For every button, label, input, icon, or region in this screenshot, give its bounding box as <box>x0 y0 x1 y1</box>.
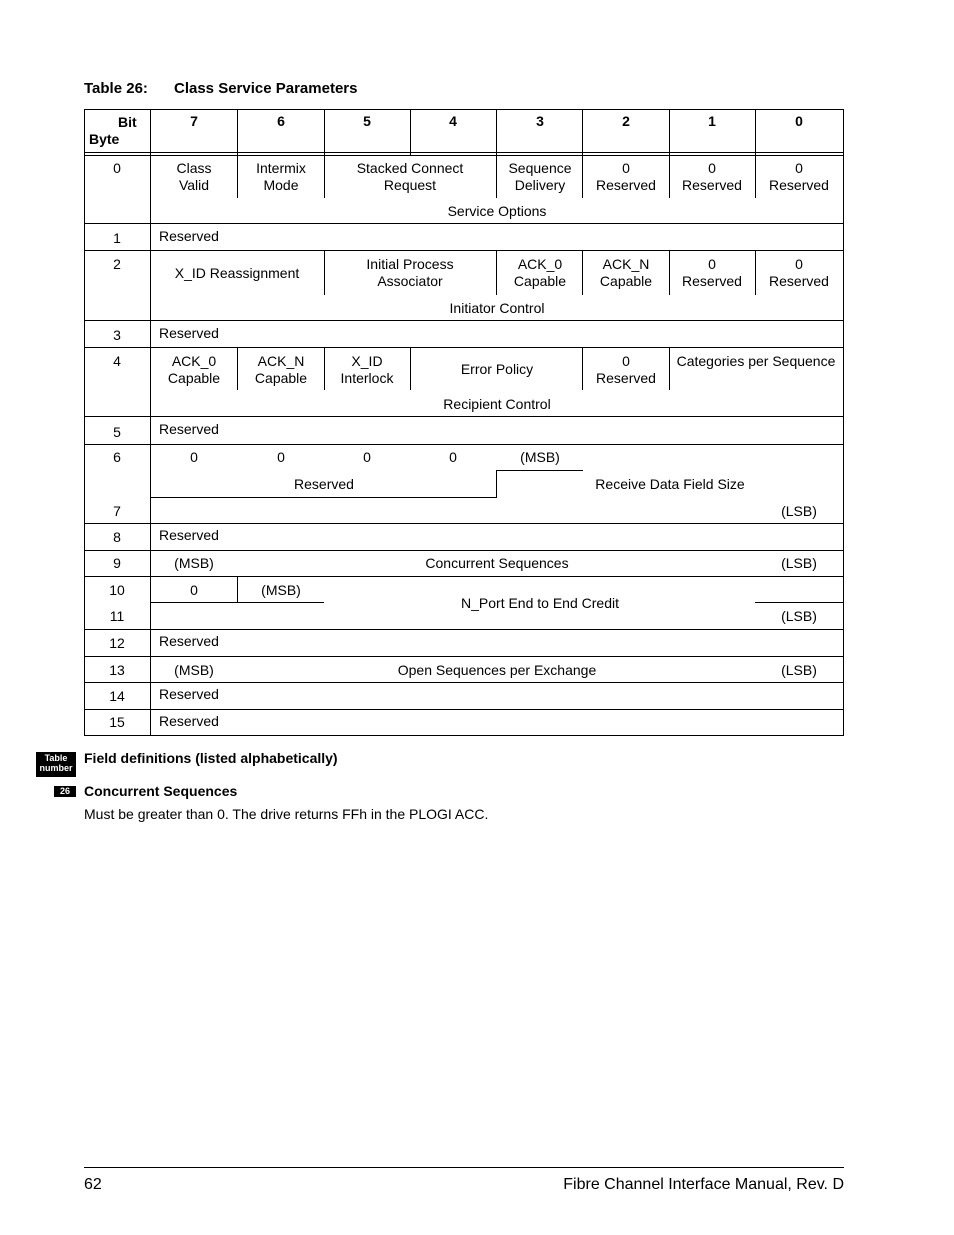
end-to-end-credit-msb: (MSB) <box>261 582 301 598</box>
header-bit-3: 3 <box>536 113 544 129</box>
table-title: Class Service Parameters <box>174 80 358 97</box>
open-sequences-per-exchange: Open Sequences per Exchange <box>397 662 597 678</box>
manual-title: Fibre Channel Interface Manual, Rev. D <box>563 1176 844 1193</box>
categories-per-sequence: Categories per Sequence <box>676 353 836 369</box>
byte0-reserved-bit0: 0 Reserved <box>769 160 829 193</box>
byte-10: 10 <box>109 582 125 598</box>
open-sequences-msb: (MSB) <box>174 662 214 678</box>
byte-8: 8 <box>113 529 121 545</box>
concurrent-sequences-lsb: (LSB) <box>781 555 817 571</box>
initiator-control-label: Initiator Control <box>449 300 545 316</box>
intermix-mode: Intermix Mode <box>256 160 306 193</box>
stacked-connect-request: Stacked Connect Request <box>356 160 464 193</box>
rdfs-msb: (MSB) <box>520 449 560 465</box>
class-valid: Class Valid <box>176 160 212 193</box>
byte14-reserved: Reserved <box>159 686 219 702</box>
header-bit-6: 6 <box>277 113 285 129</box>
table-caption <box>84 80 357 97</box>
sequence-delivery: Sequence Delivery <box>508 160 572 193</box>
header-bit-2: 2 <box>622 113 630 129</box>
byte6-zero-bit5: 0 <box>363 449 371 465</box>
concurrent-sequences: Concurrent Sequences <box>425 555 569 571</box>
byte-13: 13 <box>109 662 125 678</box>
initial-process-associator: Initial Process Associator <box>366 256 454 289</box>
concurrent-sequences-msb: (MSB) <box>174 555 214 571</box>
header-bit-5: 5 <box>363 113 371 129</box>
byte-6: 6 <box>113 449 121 465</box>
byte-9: 9 <box>113 555 121 571</box>
byte2-ackn-capable: ACK_N Capable <box>599 256 653 289</box>
table-26-tab[interactable]: 26 <box>54 786 76 797</box>
byte6-zero-bit6: 0 <box>277 449 285 465</box>
footer-rule <box>84 1167 844 1168</box>
byte8-reserved: Reserved <box>159 527 219 543</box>
byte10-zero-bit7: 0 <box>190 582 198 598</box>
byte-1: 1 <box>113 230 121 246</box>
concurrent-sequences-heading: Concurrent Sequences <box>84 783 238 799</box>
byte-2: 2 <box>113 256 121 272</box>
byte5-reserved: Reserved <box>159 421 219 437</box>
byte12-reserved: Reserved <box>159 633 219 649</box>
open-sequences-lsb: (LSB) <box>781 662 817 678</box>
byte6-zero-bit4: 0 <box>449 449 457 465</box>
byte-5: 5 <box>113 424 121 440</box>
byte2-reserved-bit0: 0 Reserved <box>769 256 829 289</box>
header-bit-4: 4 <box>449 113 457 129</box>
byte-7: 7 <box>113 503 121 519</box>
x-id-interlock: X_ID Interlock <box>340 353 394 386</box>
x-id-reassignment: X_ID Reassignment <box>174 265 300 281</box>
header-bit: Bit <box>118 114 137 130</box>
byte-11: 11 <box>109 608 125 624</box>
header-byte: Byte <box>89 131 120 147</box>
byte6-zero-bit7: 0 <box>190 449 198 465</box>
error-policy: Error Policy <box>460 361 534 377</box>
byte-4: 4 <box>113 353 121 369</box>
byte-0: 0 <box>113 160 121 176</box>
byte4-ack0-capable: ACK_0 Capable <box>167 353 221 386</box>
byte-14: 14 <box>109 688 125 704</box>
header-bit-1: 1 <box>708 113 716 129</box>
table-number: Table 26: <box>84 80 148 97</box>
header-bit-7: 7 <box>190 113 198 129</box>
header-bit-0: 0 <box>795 113 803 129</box>
byte0-reserved-bit1: 0 Reserved <box>682 160 742 193</box>
byte-3: 3 <box>113 327 121 343</box>
byte15-reserved: Reserved <box>159 713 219 729</box>
n-port-end-to-end-credit: N_Port End to End Credit <box>461 595 619 611</box>
concurrent-sequences-description: Must be greater than 0. The drive returns FFh in the PLOGI ACC. <box>84 806 489 822</box>
byte1-reserved: Reserved <box>159 228 219 244</box>
recipient-control-label: Recipient Control <box>443 396 551 412</box>
field-definitions-heading: Field definitions (listed alphabetically) <box>84 750 338 766</box>
table-number-tab[interactable]: Table number <box>36 752 76 777</box>
service-options-label: Service Options <box>447 203 547 219</box>
byte-15: 15 <box>109 714 125 730</box>
page-number: 62 <box>84 1176 102 1193</box>
byte6-reserved: Reserved <box>294 476 354 492</box>
byte2-reserved-bit1: 0 Reserved <box>682 256 742 289</box>
byte4-ackn-capable: ACK_N Capable <box>254 353 308 386</box>
byte-12: 12 <box>109 635 125 651</box>
byte0-reserved-bit2: 0 Reserved <box>596 160 656 193</box>
receive-data-field-size: Receive Data Field Size <box>595 476 745 492</box>
byte3-reserved: Reserved <box>159 325 219 341</box>
end-to-end-credit-lsb: (LSB) <box>781 608 817 624</box>
byte2-ack0-capable: ACK_0 Capable <box>513 256 567 289</box>
byte4-reserved-bit2: 0 Reserved <box>596 353 656 386</box>
class-service-parameters-table <box>84 109 844 736</box>
rdfs-lsb: (LSB) <box>781 503 817 519</box>
